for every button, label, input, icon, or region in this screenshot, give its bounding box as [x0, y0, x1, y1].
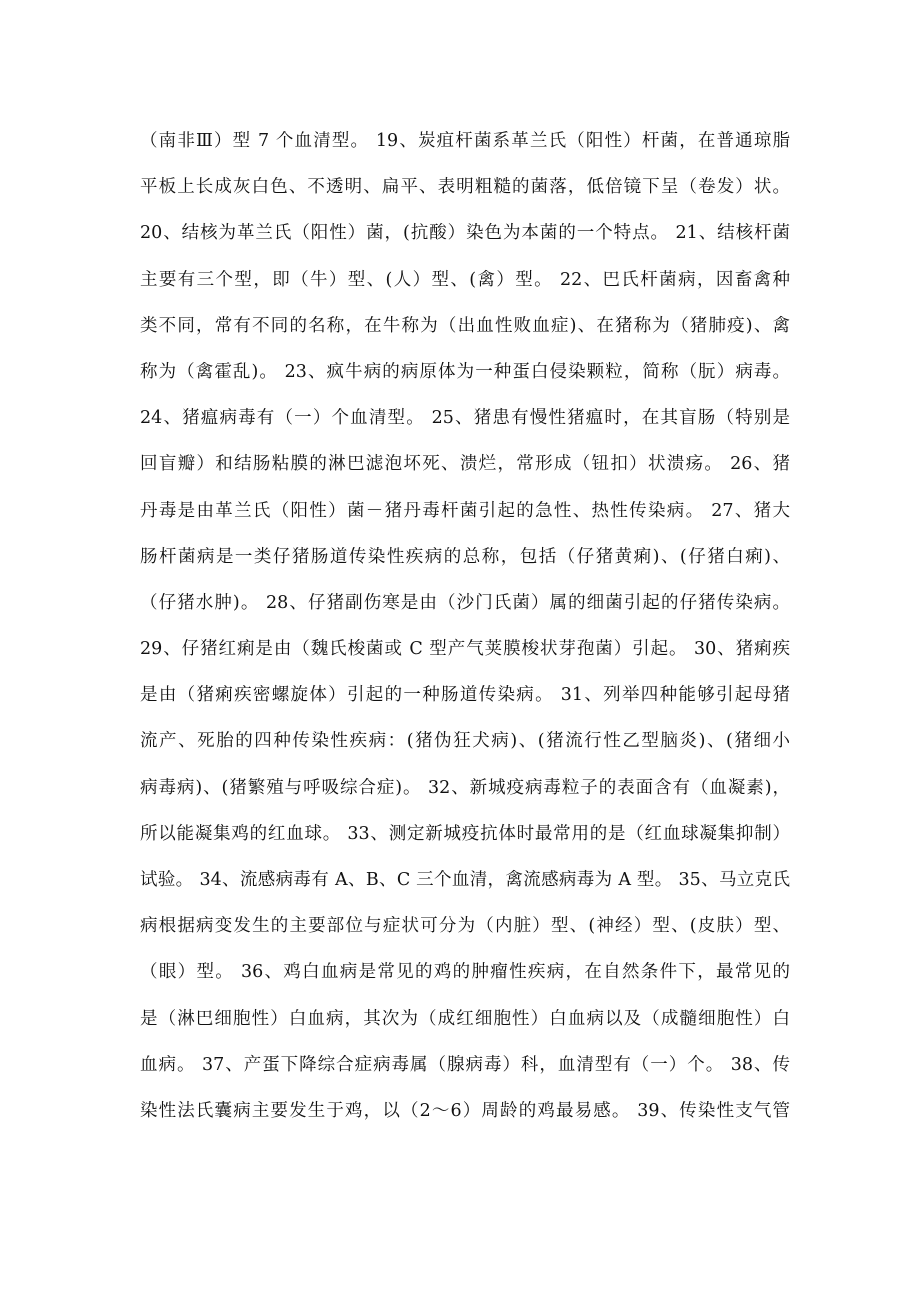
text-line: 染性法氏囊病主要发生于鸡，以（2～6）周龄的鸡最易感。 39、传染性支气管	[140, 1100, 790, 1121]
text-line: 是由（猪痢疾密螺旋体）引起的一种肠道传染病。 31、列举四种能够引起母猪	[140, 685, 790, 706]
text-line: 是（淋巴细胞性）白血病，其次为（成红细胞性）白血病以及（成髓细胞性）白	[140, 1008, 790, 1029]
text-line: 肠杆菌病是一类仔猪肠道传染性疾病的总称，包括（仔猪黄痢)、(仔猪白痢)、	[140, 546, 790, 567]
text-line: 类不同，常有不同的名称，在牛称为（出血性败血症)、在猪称为（猪肺疫)、禽	[140, 315, 790, 336]
text-line: 流产、死胎的四种传染性疾病：(猪伪狂犬病)、(猪流行性乙型脑炎)、(猪细小	[140, 731, 790, 752]
text-line: 所以能凝集鸡的红血球。 33、测定新城疫抗体时最常用的是（红血球凝集抑制）	[140, 823, 790, 844]
text-line: 平板上长成灰白色、不透明、扁平、表明粗糙的菌落，低倍镜下呈（卷发）状。	[140, 177, 790, 198]
text-line: 病毒病)、(猪繁殖与呼吸综合症)。 32、新城疫病毒粒子的表面含有（血凝素)，	[140, 777, 790, 798]
document-body	[140, 118, 790, 1134]
text-line: 20、结核为革兰氏（阳性）菌，(抗酸）染色为本菌的一个特点。 21、结核杆菌	[140, 223, 790, 244]
text-line: 主要有三个型，即（牛）型、(人）型、(禽）型。 22、巴氏杆菌病，因畜禽种	[140, 269, 790, 290]
text-line: 称为（禽霍乱)。 23、疯牛病的病原体为一种蛋白侵染颗粒，简称（朊）病毒。	[140, 361, 790, 382]
text-line: 24、猪瘟病毒有（一）个血清型。 25、猪患有慢性猪瘟时，在其盲肠（特别是	[140, 408, 790, 429]
text-line: 血病。 37、产蛋下降综合症病毒属（腺病毒）科，血清型有（一）个。 38、传	[140, 1054, 790, 1075]
text-line: 试验。 34、流感病毒有 A、B、C 三个血清，禽流感病毒为 A 型。 35、马立克氏	[140, 870, 790, 890]
text-line: 29、仔猪红痢是由（魏氏梭菌或 C 型产气荚膜梭状芽孢菌）引起。 30、猪痢疾	[140, 639, 790, 660]
text-line: 丹毒是由革兰氏（阳性）菌－猪丹毒杆菌引起的急性、热性传染病。 27、猪大	[140, 500, 790, 521]
text-line: （眼）型。 36、鸡白血病是常见的鸡的肿瘤性疾病，在自然条件下，最常见的	[140, 962, 790, 983]
text-line: （仔猪水肿)。 28、仔猪副伤寒是由（沙门氏菌）属的细菌引起的仔猪传染病。	[140, 592, 790, 613]
text-line: （南非Ⅲ）型 7 个血清型。 19、炭疽杆菌系革兰氏（阳性）杆菌，在普通琼脂	[140, 131, 790, 151]
text-line: 病根据病变发生的主要部位与症状可分为（内脏）型、(神经）型、(皮肤）型、	[140, 916, 790, 937]
text-line: 回盲瓣）和结肠粘膜的淋巴滤泡坏死、溃烂，常形成（钮扣）状溃疡。 26、猪	[140, 454, 790, 475]
